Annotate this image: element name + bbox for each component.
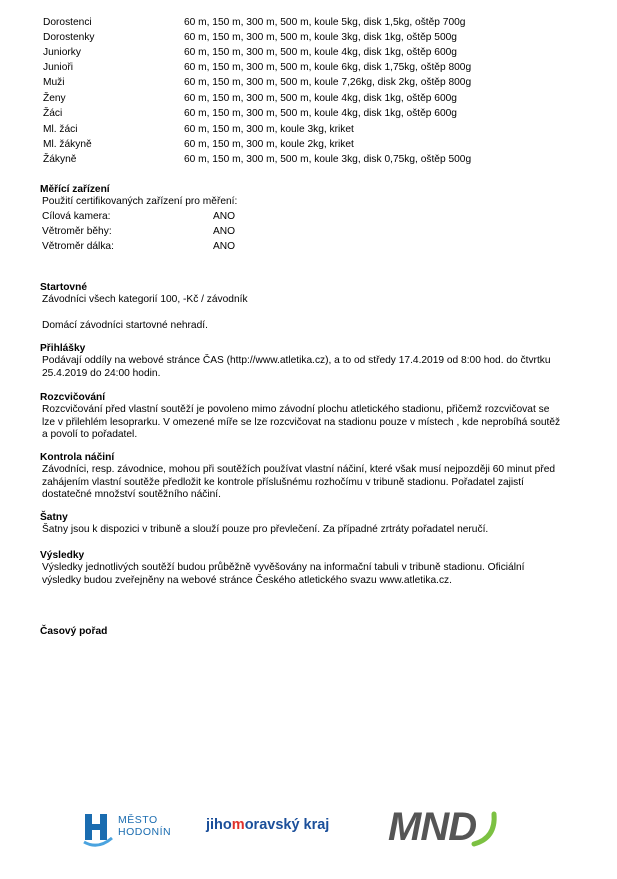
category-name: Dorostenci: [43, 17, 92, 28]
fee-heading: Startovné: [40, 282, 87, 293]
equipment-heading: Kontrola náčiní: [40, 452, 115, 463]
results-text: Výsledky jednotlivých soutěží budou průběžně vyvěšovány na informační tabuli v tribuně stadionu. Oficiální výsledky budou zveřejněny na webové stránce Českého atletického svazu www.atletika.cz.: [42, 562, 525, 586]
hodonin-logo: [82, 808, 192, 850]
entries-text: Podávají oddíly na webové stránce ČAS (http://www.atletika.cz), a to od středy 17.4.2019 od 8:00 hod. do čtvrtku 25.4.2019 do 24:00 hodin.: [42, 355, 551, 379]
schedule-heading: Časový pořad: [40, 626, 108, 637]
mnd-text: MND: [388, 805, 477, 849]
measuring-label: Cílová kamera:: [42, 211, 111, 222]
jmk-logo: [206, 816, 329, 834]
measuring-value: ANO: [213, 241, 236, 252]
category-name: Muži: [43, 77, 65, 88]
entries-heading: Přihlášky: [40, 343, 86, 354]
category-disciplines: 60 m, 150 m, 300 m, 500 m, koule 7,26kg, disk 2kg, oštěp 800g: [184, 77, 472, 88]
mnd-logo: [388, 804, 508, 852]
measuring-value: ANO: [213, 211, 236, 222]
lockers-text: Šatny jsou k dispozici v tribuně a slouží pouze pro převlečení. Za případné zrtráty pořadatel neručí.: [42, 524, 489, 535]
measuring-value: ANO: [213, 226, 236, 237]
hodonin-line1: MĚSTO: [118, 814, 158, 826]
equipment-text: Závodníci, resp. závodnice, mohou při soutěžích používat vlastní náčiní, které však musí nejpozději 60 minut před zahájením vlastní soutěže předložit ke kontrole příslušnému rozhočímu v tribuně stadionu. Pořadatel zajistí dostatečné množství soutěžního náčiní.: [42, 464, 556, 501]
category-disciplines: 60 m, 150 m, 300 m, 500 m, koule 5kg, disk 1,5kg, oštěp 700g: [184, 17, 466, 28]
warmup-text: Rozcvičování před vlastní soutěží je povoleno mimo závodní plochu atletického stadionu, přičemž rozcvičovat se lze v přilehlém lesoprarku. V omezené míře se lze rozcvičovat na stadionu pouze v místech , kde neprobíhá soutěž a povolí to pořadatel.: [42, 404, 561, 441]
category-name: Ženy: [43, 93, 66, 104]
measuring-label: Větroměr dálka:: [42, 241, 114, 252]
jmk-part2: m: [231, 817, 245, 833]
category-name: Ml. žákyně: [43, 139, 92, 150]
category-disciplines: 60 m, 150 m, 300 m, 500 m, koule 3kg, disk 1kg, oštěp 500g: [184, 32, 457, 43]
mnd-swoosh-icon: [470, 808, 500, 848]
results-heading: Výsledky: [40, 550, 85, 561]
category-disciplines: 60 m, 150 m, 300 m, 500 m, koule 3kg, disk 0,75kg, oštěp 500g: [184, 154, 472, 165]
fee-text: Závodníci všech kategorií 100, -Kč / závodník: [42, 294, 248, 305]
category-disciplines: 60 m, 150 m, 300 m, 500 m, koule 4kg, disk 1kg, oštěp 600g: [184, 108, 457, 119]
fee-note: Domácí závodníci startovné nehradí.: [42, 320, 208, 331]
category-name: Juniorky: [43, 47, 81, 58]
measuring-label: Větroměr běhy:: [42, 226, 112, 237]
category-disciplines: 60 m, 150 m, 300 m, koule 2kg, kriket: [184, 139, 354, 150]
hodonin-emblem-icon: [82, 808, 114, 848]
category-disciplines: 60 m, 150 m, 300 m, koule 3kg, kriket: [184, 124, 354, 135]
hodonin-line2: HODONÍN: [118, 826, 172, 838]
category-name: Žáci: [43, 108, 63, 119]
jmk-part1: jiho: [206, 817, 232, 833]
lockers-heading: Šatny: [40, 512, 68, 523]
category-disciplines: 60 m, 150 m, 300 m, 500 m, koule 6kg, disk 1,75kg, oštěp 800g: [184, 62, 472, 73]
warmup-heading: Rozcvičování: [40, 392, 106, 403]
measuring-intro: Použití certifikovaných zařízení pro měření:: [42, 196, 238, 207]
category-disciplines: 60 m, 150 m, 300 m, 500 m, koule 4kg, disk 1kg, oštěp 600g: [184, 47, 457, 58]
category-disciplines: 60 m, 150 m, 300 m, 500 m, koule 4kg, disk 1kg, oštěp 600g: [184, 93, 457, 104]
category-name: Žákyně: [43, 154, 77, 165]
category-name: Dorostenky: [43, 32, 95, 43]
category-name: Ml. žáci: [43, 124, 78, 135]
measuring-heading: Měřící zařízení: [40, 184, 110, 195]
category-name: Junioři: [43, 62, 74, 73]
jmk-part3: oravský kraj: [244, 817, 330, 833]
